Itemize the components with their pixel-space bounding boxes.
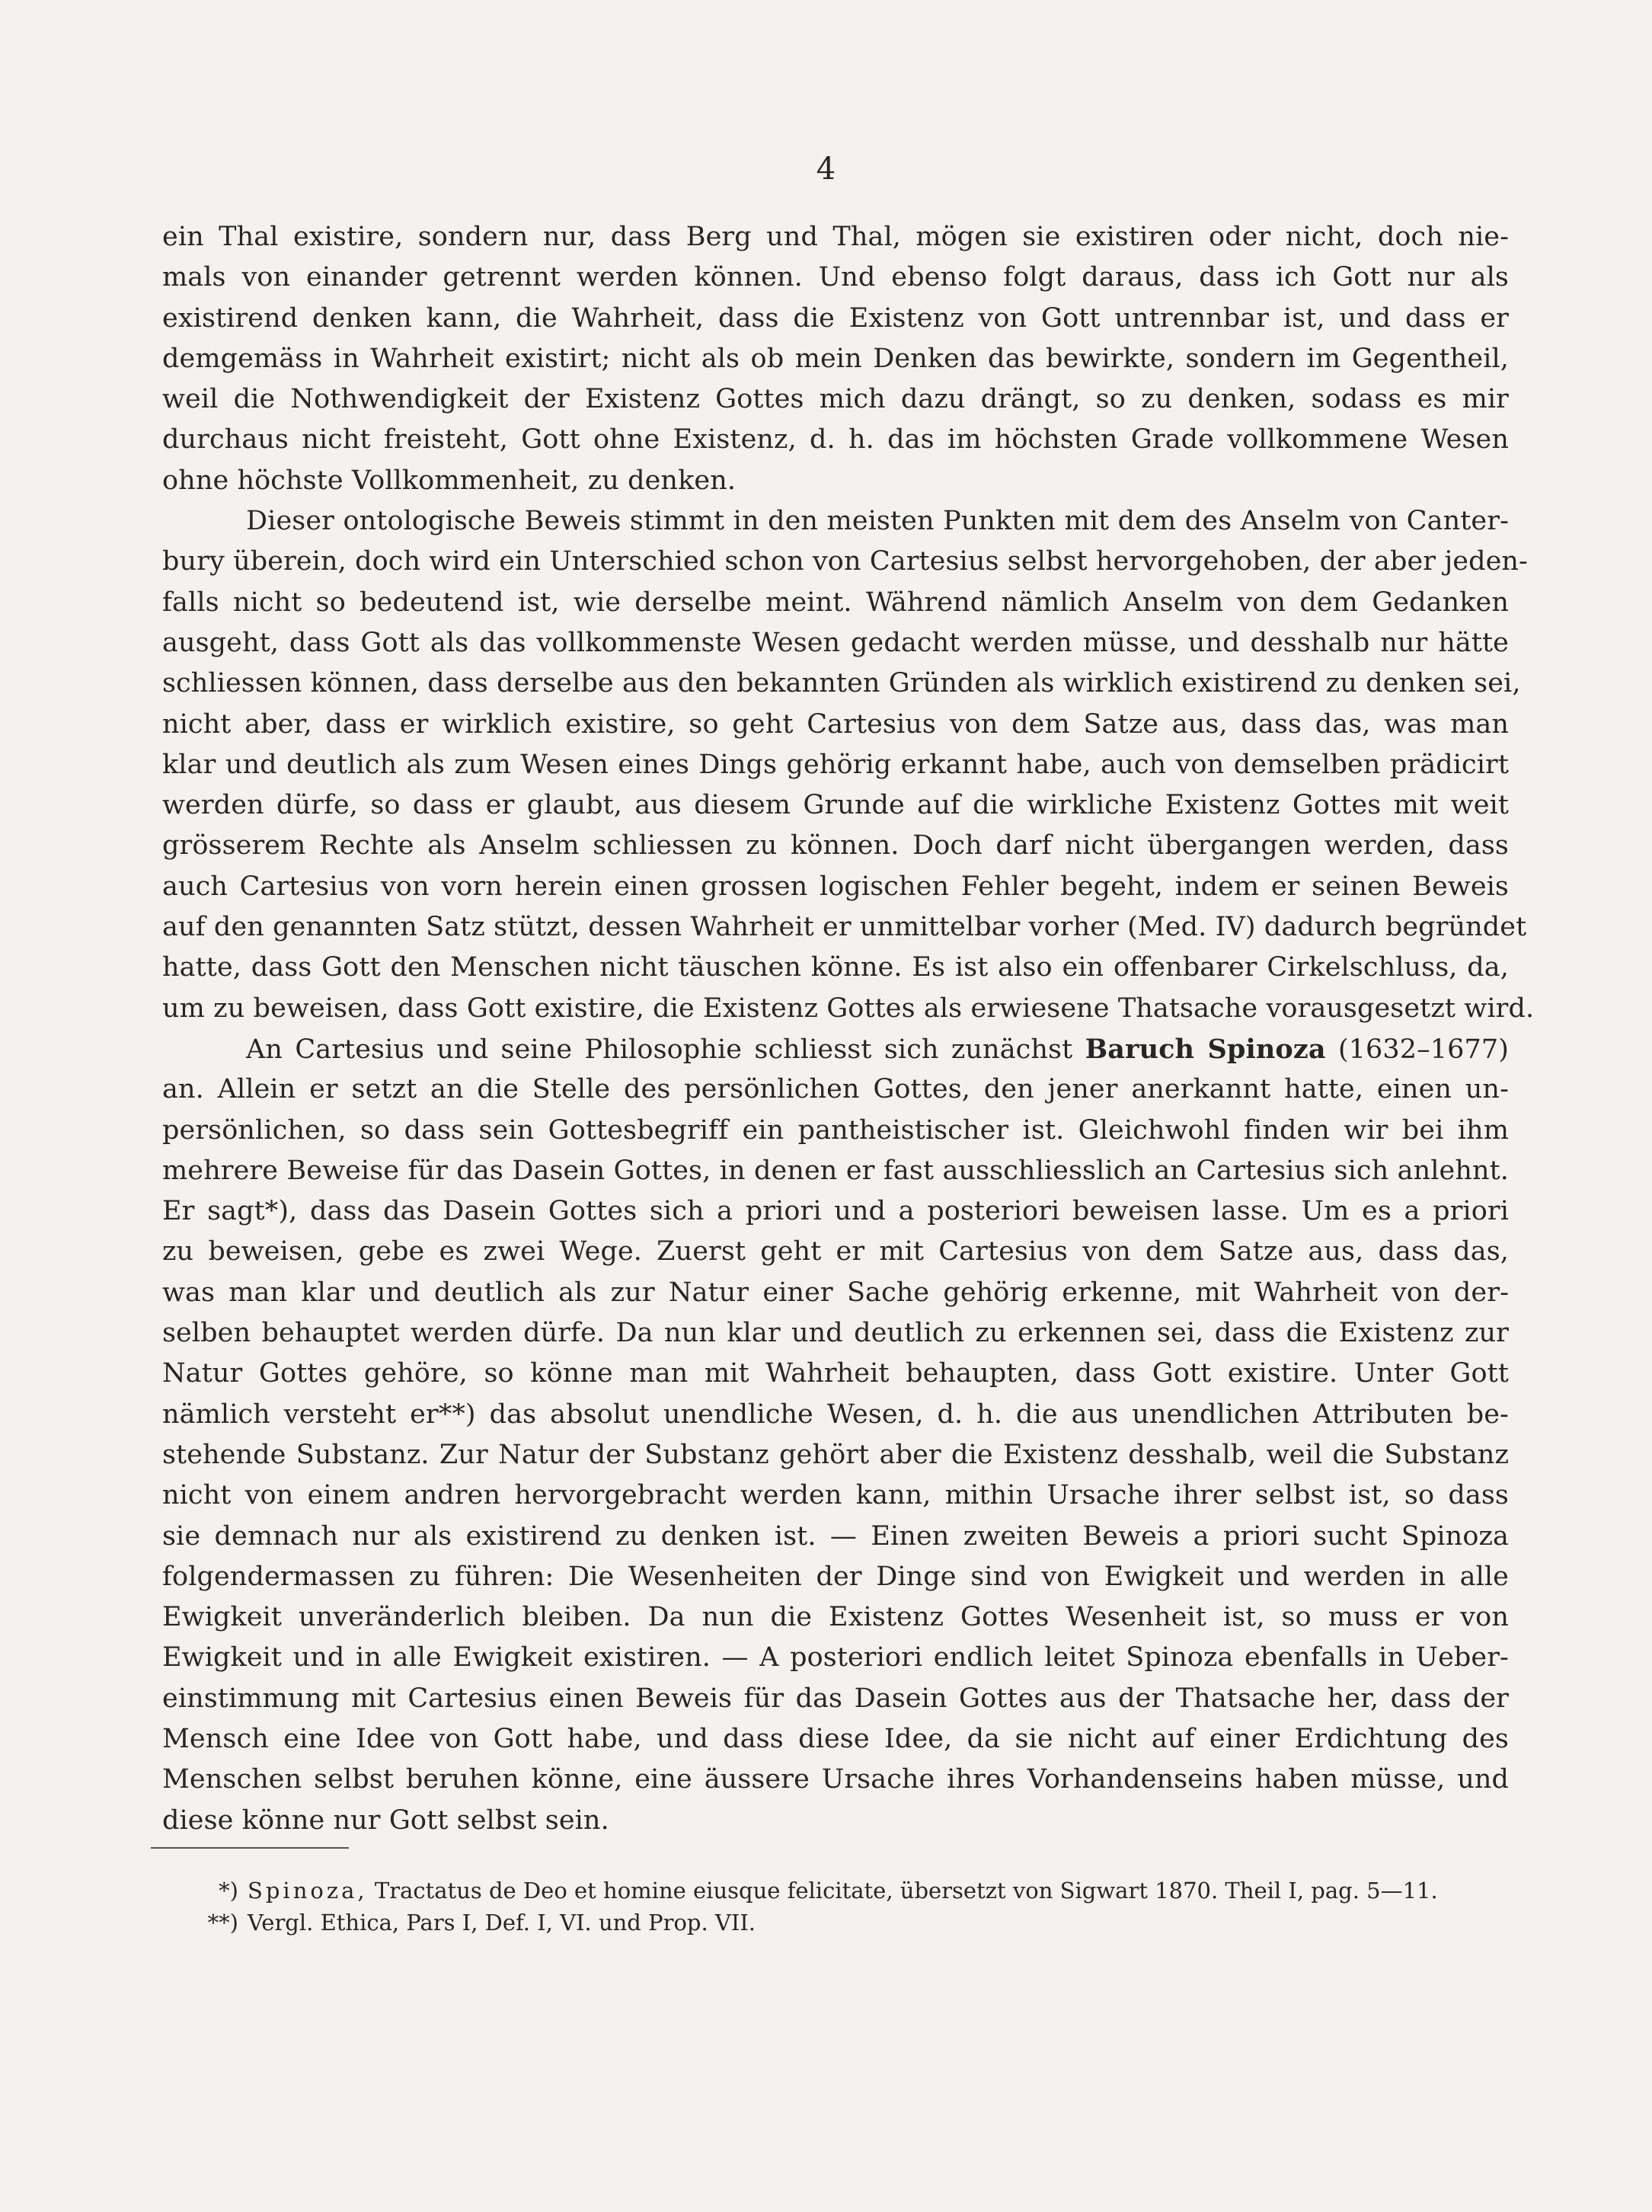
text-line: Er sagt*), dass das Dasein Gottes sich a priori und a posteriori beweisen lasse. Um es a priori	[162, 1196, 1509, 1227]
text-line: Dieser ontologische Beweis stimmt in den meisten Punkten mit dem des Anselm von Canter-	[246, 506, 1509, 537]
text-line: Menschen selbst beruhen könne, eine äussere Ursache ihres Vorhandenseins haben müsse, und	[162, 1764, 1509, 1795]
text-line: folgendermassen zu führen: Die Wesenheiten der Dinge sind von Ewigkeit und werden in alle	[162, 1561, 1509, 1592]
text-line: nämlich versteht er**) das absolut unendliche Wesen, d. h. die aus unendlichen Attributen be-	[162, 1398, 1509, 1430]
text-line: mehrere Beweise für das Dasein Gottes, in denen er fast ausschliesslich an Cartesius sich anlehnt.	[162, 1155, 1509, 1186]
text-segment: An Cartesius und seine Philosophie schliesst sich zunächst	[246, 1034, 1085, 1065]
body-text	[162, 217, 1535, 1841]
footnote-marker: **)	[207, 1910, 238, 1936]
footnote-text: Tractatus de Deo et homine eiusque felicitate, übersetzt von Sigwart 1870. Theil I, pag. 5—11.	[367, 1878, 1438, 1904]
text-line: ein Thal existire, sondern nur, dass Berg und Thal, mögen sie existiren oder nicht, doch nie-	[162, 222, 1509, 252]
page-number: 4	[816, 152, 836, 187]
text-line: was man klar und deutlich als zur Natur einer Sache gehörig erkenne, mit Wahrheit von der-	[162, 1277, 1509, 1308]
paragraph-1	[162, 217, 1509, 501]
text-line: weil die Nothwendigkeit der Existenz Gottes mich dazu drängt, so zu denken, sodass es mir	[162, 384, 1509, 415]
text-line: auf den genannten Satz stützt, dessen Wahrheit er unmittelbar vorher (Med. IV) dadurch begründet	[162, 912, 1527, 943]
footnote	[162, 1875, 1509, 1907]
text-line: um zu beweisen, dass Gott existire, die Existenz Gottes als erwiesene Thatsache vorausgesetzt wird.	[162, 993, 1535, 1024]
footnote-text: Vergl. Ethica, Pars I, Def. I, VI. und Prop. VII.	[248, 1910, 756, 1936]
text-line: ausgeht, dass Gott als das vollkommenste Wesen gedacht werden müsse, und desshalb nur hätte	[162, 627, 1509, 658]
text-line: durchaus nicht freisteht, Gott ohne Existenz, d. h. das im höchsten Grade vollkommene Wesen	[162, 424, 1509, 456]
emphasized-name: Baruch Spinoza	[1085, 1033, 1326, 1065]
text-line: falls nicht so bedeutend ist, wie derselbe meint. Während nämlich Anselm von dem Gedanken	[162, 587, 1509, 618]
text-line: grösserem Rechte als Anselm schliessen zu können. Doch darf nicht übergangen werden, dass	[162, 830, 1509, 861]
paragraph-2	[162, 501, 1535, 1029]
text-line: nicht von einem andren hervorgebracht werden kann, mithin Ursache ihrer selbst ist, so dass	[162, 1480, 1509, 1511]
footnotes	[162, 1875, 1509, 1939]
text-line	[162, 1029, 1509, 1069]
text-line: nicht aber, dass er wirklich existire, so geht Cartesius von dem Satze aus, dass das, was man	[162, 708, 1509, 740]
text-line: an. Allein er setzt an die Stelle des persönlichen Gottes, den jener anerkannt hatte, einen un-	[162, 1074, 1509, 1105]
footnote-marker: *)	[219, 1878, 238, 1904]
text-line: hatte, dass Gott den Menschen nicht täuschen könne. Es ist also ein offenbarer Cirkelschluss, da,	[162, 952, 1509, 983]
text-line: einstimmung mit Cartesius einen Beweis für das Dasein Gottes aus der Thatsache her, dass der	[162, 1683, 1509, 1714]
text-line: diese könne nur Gott selbst sein.	[162, 1804, 609, 1836]
text-line: persönlichen, so dass sein Gottesbegriff ein pantheistischer ist. Gleichwohl finden wir bei ihm	[162, 1114, 1509, 1146]
text-line: klar und deutlich als zum Wesen eines Dings gehörig erkannt habe, auch von demselben prädicirt	[162, 749, 1509, 780]
text-line: ohne höchste Vollkommenheit, zu denken.	[162, 465, 737, 496]
text-line: existirend denken kann, die Wahrheit, dass die Existenz von Gott untrennbar ist, und dass er	[162, 302, 1509, 334]
text-line: werden dürfe, so dass er glaubt, aus diesem Grunde auf die wirkliche Existenz Gottes mit weit	[162, 790, 1509, 821]
text-line: demgemäss in Wahrheit existirt; nicht als ob mein Denken das bewirkte, sondern im Gegentheil,	[162, 343, 1509, 374]
text-line: selben behauptet werden dürfe. Da nun klar und deutlich zu erkennen sei, dass die Existenz zur	[162, 1318, 1509, 1349]
footnote-author: Spinoza,	[248, 1878, 368, 1904]
text-line: mals von einander getrennt werden können. Und ebenso folgt daraus, dass ich Gott nur als	[162, 262, 1509, 293]
paragraph-3	[162, 1029, 1509, 1841]
text-line: schliessen können, dass derselbe aus den bekannten Gründen als wirklich existirend zu denken sei,	[162, 668, 1521, 699]
text-line: Natur Gottes gehöre, so könne man mit Wahrheit behaupten, dass Gott existire. Unter Gott	[162, 1358, 1509, 1389]
text-line: zu beweisen, gebe es zwei Wege. Zuerst geht er mit Cartesius von dem Satze aus, dass das,	[162, 1236, 1509, 1267]
text-line: auch Cartesius von vorn herein einen grossen logischen Fehler begeht, indem er seinen Beweis	[162, 871, 1509, 902]
text-segment: (1632–1677)	[1325, 1034, 1509, 1065]
text-line: bury überein, doch wird ein Unterschied schon von Cartesius selbst hervorgehoben, der aber jeden-	[162, 546, 1528, 577]
text-line: sie demnach nur als existirend zu denken ist. — Einen zweiten Beweis a priori sucht Spinoza	[162, 1520, 1509, 1552]
footnote	[162, 1907, 1509, 1939]
text-line: stehende Substanz. Zur Natur der Substanz gehört aber die Existenz desshalb, weil die Substanz	[162, 1439, 1509, 1470]
footnote-divider	[151, 1847, 349, 1849]
text-line: Ewigkeit unveränderlich bleiben. Da nun die Existenz Gottes Wesenheit ist, so muss er von	[162, 1602, 1509, 1633]
text-line: Mensch eine Idee von Gott habe, und dass diese Idee, da sie nicht auf einer Erdichtung des	[162, 1723, 1509, 1754]
text-line: Ewigkeit und in alle Ewigkeit existiren. — A posteriori endlich leitet Spinoza ebenfalls in Ueber-	[162, 1642, 1509, 1673]
